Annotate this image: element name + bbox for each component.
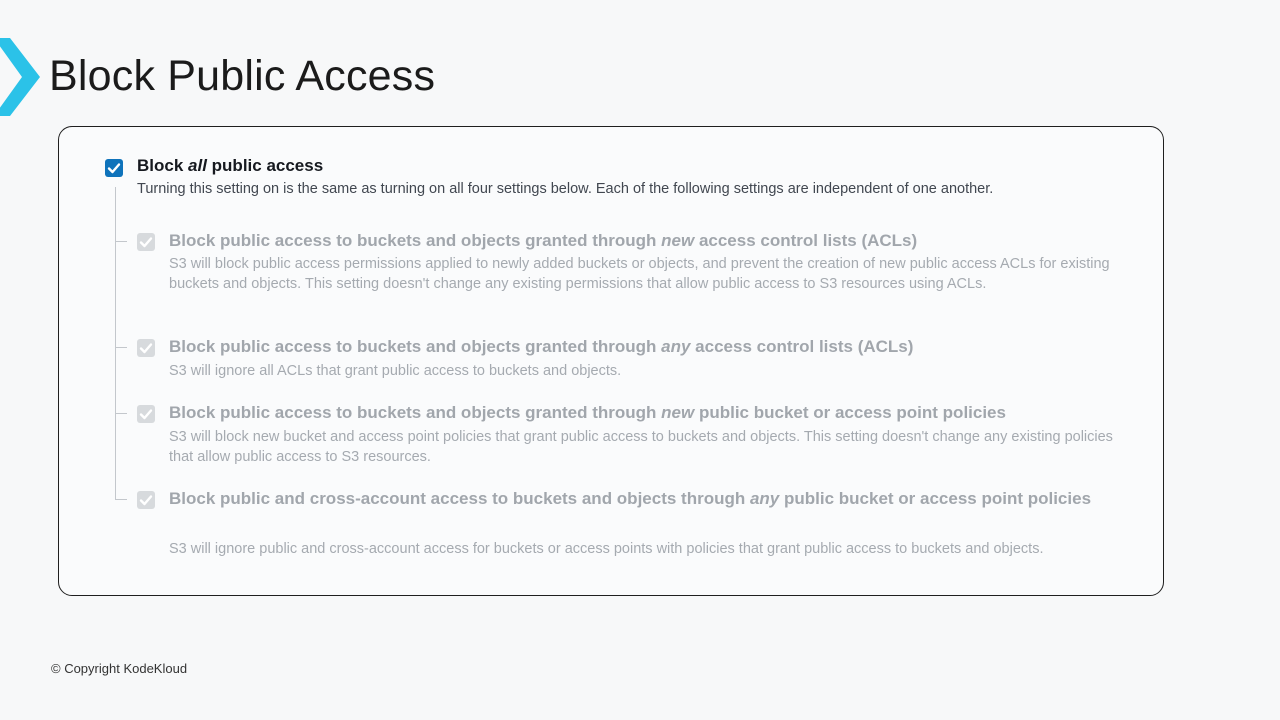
block-cross-account-description: S3 will ignore public and cross-account access for buckets or access points with policies that grant public access to buckets and objects. <box>169 541 1044 557</box>
block-new-policies-description: S3 will block new bucket and access point policies that grant public access to buckets and objects. This setting doesn't change any existing policies that allow public access to S3 resources. <box>169 429 1113 465</box>
checkmark-icon <box>137 233 155 251</box>
block-cross-account-label: Block public and cross-account access to buckets and objects through any public bucket or access point policies <box>169 489 1092 508</box>
checkmark-icon <box>137 405 155 423</box>
block-public-access-panel <box>58 126 1164 596</box>
checkmark-icon <box>137 339 155 357</box>
checkmark-icon <box>105 159 123 177</box>
block-new-acls-description: S3 will block public access permissions applied to newly added buckets or objects, and prevent the creation of new public access ACLs for existing buckets and objects. This setting doesn't change any existing permissions that allow public access to S3 resources using ACLs. <box>169 256 1110 292</box>
tree-branch <box>115 413 127 414</box>
block-any-acls-description: S3 will ignore all ACLs that grant public access to buckets and objects. <box>169 363 622 379</box>
block-new-policies-label: Block public access to buckets and objects granted through new public bucket or access point policies <box>169 403 1006 422</box>
checkmark-icon <box>137 491 155 509</box>
block-new-policies-checkbox[interactable] <box>137 405 155 423</box>
block-new-acls-label: Block public access to buckets and objects granted through new access control lists (ACLs) <box>169 231 918 250</box>
slide-title: Block Public Access <box>49 52 436 100</box>
tree-branch <box>115 347 127 348</box>
block-all-public-access-checkbox[interactable] <box>105 159 123 177</box>
block-all-public-access-label: Block all public access <box>137 156 324 175</box>
block-new-acls-checkbox[interactable] <box>137 233 155 251</box>
block-any-acls-label: Block public access to buckets and objects granted through any access control lists (ACLs) <box>169 337 914 356</box>
block-all-public-access-description: Turning this setting on is the same as turning on all four settings below. Each of the following settings are independent of one another. <box>137 181 994 197</box>
block-cross-account-checkbox[interactable] <box>137 491 155 509</box>
kodekloud-chevron-icon <box>0 38 40 116</box>
copyright-notice: © Copyright KodeKloud <box>51 661 188 676</box>
tree-branch <box>115 241 127 242</box>
tree-connector <box>115 187 116 499</box>
block-any-acls-checkbox[interactable] <box>137 339 155 357</box>
tree-branch <box>115 499 127 500</box>
